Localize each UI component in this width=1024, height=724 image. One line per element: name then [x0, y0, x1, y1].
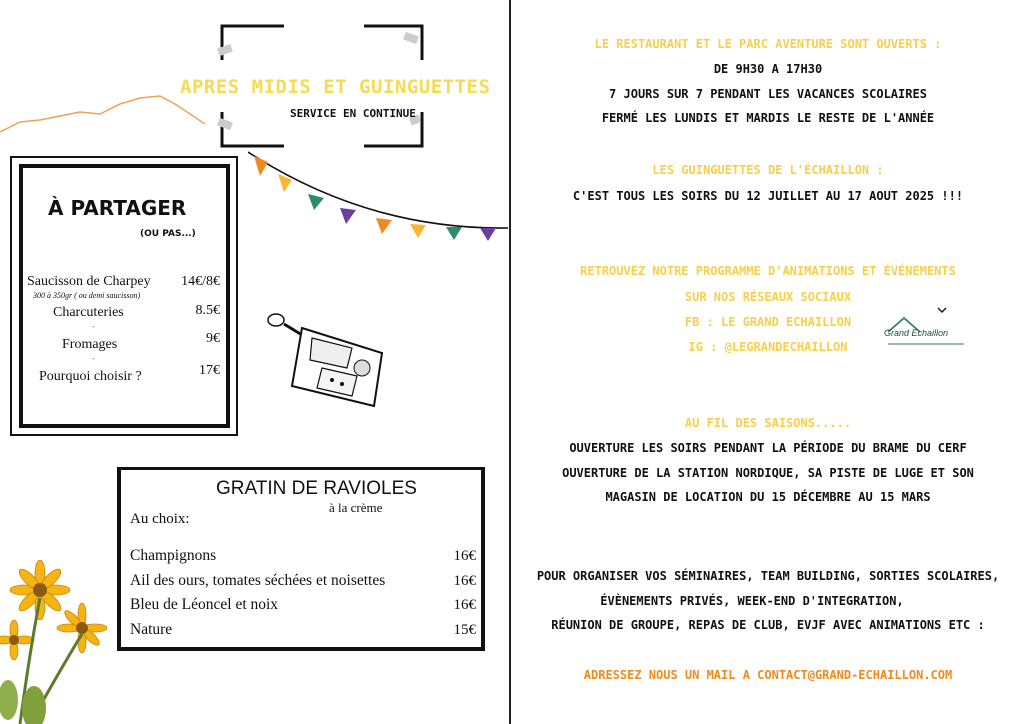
header-subtitle: SERVICE EN CONTINUE	[290, 107, 416, 120]
page-divider	[509, 0, 511, 724]
separator-dash: -	[92, 322, 95, 331]
seasons-line3: MAGASIN DE LOCATION DU 15 DÉCEMBRE AU 15 MARS	[605, 490, 931, 504]
hours-title: LE RESTAURANT ET LE PARC AVENTURE SONT OUVERTS :	[594, 37, 942, 51]
program-line2: SUR NOS RÉSEAUX SOCIAUX	[684, 290, 852, 304]
days-text: 7 JOURS SUR 7 PENDANT LES VACANCES SCOLAIRES	[609, 87, 927, 101]
instagram-link[interactable]: IG : @LEGRANDECHAILLON	[688, 340, 848, 354]
gratin-item-price: 16€	[453, 573, 476, 589]
gratin-choice-label: Au choix:	[130, 511, 190, 527]
gratin-item-label: Champignons	[130, 547, 217, 564]
mountain-line	[0, 92, 215, 137]
grand-echaillon-logo	[884, 306, 966, 350]
share-item-price: 9€	[206, 331, 220, 346]
gratin-item-label: Bleu de Léoncel et noix	[130, 596, 279, 613]
share-item-label: Saucisson de Charpey	[27, 274, 151, 289]
facebook-link[interactable]: FB : LE GRAND ECHAILLON	[684, 315, 852, 329]
events-line1: POUR ORGANISER VOS SÉMINAIRES, TEAM BUILDING, SORTIES SCOLAIRES,	[536, 569, 1000, 583]
share-item-label: Charcuteries	[53, 305, 124, 320]
guinguettes-title: LES GUINGUETTES DE L'ÉCHAILLON :	[652, 163, 884, 177]
header-title: APRES MIDIS ET GUINGUETTES	[180, 76, 491, 98]
gratin-title: GRATIN DE RAVIOLES	[216, 478, 417, 499]
share-item-label: Pourquoi choisir ?	[39, 369, 142, 384]
share-title: À PARTAGER	[48, 196, 187, 220]
separator-dash: -	[92, 354, 95, 363]
logo-text: Grand Echaillon	[884, 328, 949, 338]
share-subtitle: (OU PAS...)	[140, 229, 196, 239]
flowers-illustration	[0, 560, 115, 724]
seasons-line1: OUVERTURE LES SOIRS PENDANT LA PÉRIODE DU BRAME DU CERF	[569, 441, 967, 455]
program-line1: RETROUVEZ NOTRE PROGRAMME D'ANIMATIONS ET ÉVÉNEMENTS	[580, 264, 956, 278]
share-item-price: 8.5€	[195, 303, 220, 318]
gratin-item-label: Ail des ours, tomates séchées et noisettes	[130, 572, 386, 589]
cheese-board-illustration	[262, 308, 394, 408]
closed-text: FERMÉ LES LUNDIS ET MARDIS LE RESTE DE L'ANNÉE	[601, 111, 935, 125]
seasons-title: AU FIL DES SAISONS.....	[684, 416, 852, 430]
share-item-note: 300 à 350gr ( ou demi saucisson)	[33, 291, 141, 300]
gratin-item-label: Nature	[130, 621, 173, 638]
hours-text: DE 9H30 A 17H30	[713, 62, 823, 76]
bunting-garland	[248, 150, 510, 245]
gratin-item-price: 16€	[453, 548, 476, 564]
contact-email-link[interactable]: ADRESSEZ NOUS UN MAIL A CONTACT@GRAND-ECHAILLON.COM	[583, 668, 953, 682]
gratin-item-price: 15€	[453, 622, 476, 638]
share-item-price: 14€/8€	[181, 274, 220, 289]
events-line3: RÉUNION DE GROUPE, REPAS DE CLUB, EVJF AVEC ANIMATIONS ETC :	[551, 618, 985, 632]
seasons-line2: OUVERTURE DE LA STATION NORDIQUE, SA PISTE DE LUGE ET SON	[562, 466, 974, 480]
gratin-cream: à la crème	[329, 500, 383, 515]
guinguettes-text: C'EST TOUS LES SOIRS DU 12 JUILLET AU 17 AOUT 2025 !!!	[572, 189, 964, 203]
share-item-price: 17€	[199, 363, 220, 378]
share-item-label: Fromages	[62, 337, 118, 352]
gratin-item-price: 16€	[453, 597, 476, 613]
events-line2: ÉVÈNEMENTS PRIVÉS, WEEK-END D'INTEGRATION,	[600, 594, 904, 608]
